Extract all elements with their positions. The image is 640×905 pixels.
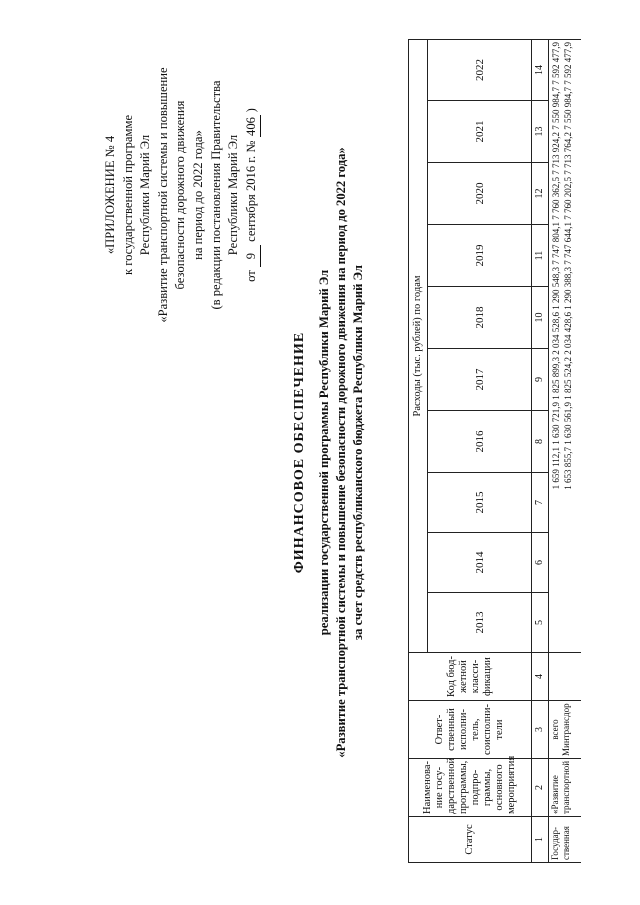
column-number: 2 [532, 759, 549, 817]
row-values [549, 39, 582, 652]
date-suffix: ) [243, 108, 258, 113]
row-budget-code [549, 653, 582, 701]
column-number: 12 [532, 163, 549, 225]
row-values-total: 1 659 112,1 1 630 721,9 1 825 899,3 2 034 528,6 1 290 548,3 7 747 804,1 7 760 362,5 7 713 924,2 7 550 984,7 7 592 477,9 [551, 41, 561, 490]
appendix-block [102, 45, 261, 345]
appendix-title: «ПРИЛОЖЕНИЕ № 4 [103, 135, 117, 255]
row-name-line: транспортной [561, 760, 571, 814]
row-status [549, 817, 582, 863]
heading-line-2: «Развитие транспортной системы и повышение безопасности дорожного движения на период до 2022 года» [334, 147, 348, 758]
appendix-line-3: «Развитие транспортной системы и повышение [155, 67, 170, 323]
header-year: 2020 [428, 163, 532, 225]
financing-table [408, 39, 581, 863]
appendix-line-7: Республики Марий Эл [226, 134, 241, 256]
header-year: 2014 [428, 533, 532, 593]
column-number: 9 [532, 349, 549, 411]
row-status-line: ственная [561, 826, 571, 860]
row-executor-total: всего [550, 719, 560, 740]
column-number: 5 [532, 593, 549, 653]
header-year: 2015 [428, 473, 532, 533]
column-number: 1 [532, 817, 549, 863]
appendix-line-1: к государственной программе [120, 114, 135, 276]
header-budget-code: Код бюд-жетной класси-фикации [409, 653, 532, 701]
header-executor: Ответ-ственный исполни-тель, соисполни-тели [409, 701, 532, 759]
row-name-line: «Развитие [550, 775, 560, 814]
appendix-line-2: Республики Марий Эл [138, 134, 153, 256]
row-executor-name: Минтрансдор [561, 703, 571, 756]
header-year: 2018 [428, 287, 532, 349]
row-values-executor: 1 653 855,7 1 630 561,9 1 825 524,2 2 034 428,6 1 290 388,3 7 747 644,1 7 760 202,5 7 713 764,2 7 550 984,7 7 592 477,9 [563, 41, 573, 490]
column-number-row [532, 39, 549, 862]
appendix-line-5: на период до 2022 года» [190, 130, 205, 260]
header-expenses-by-year: Расходы (тыс. рублей) по годам [409, 39, 428, 652]
header-year: 2013 [428, 593, 532, 653]
column-number: 7 [532, 473, 549, 533]
date-month-year: сентября 2016 г. № [243, 140, 258, 242]
heading-line-1: реализации государственной программы Республики Марий Эл [317, 269, 331, 636]
header-year: 2016 [428, 411, 532, 473]
date-number: 406 [243, 116, 262, 138]
header-program-name: Наименова-ние госу-дарственной программы, подпро-граммы, основного мероприятия [409, 759, 532, 817]
column-number: 4 [532, 653, 549, 701]
appendix-date-line [243, 45, 262, 345]
column-number: 13 [532, 101, 549, 163]
row-executor [549, 701, 582, 759]
row-status-line: Государ- [550, 826, 560, 860]
header-year: 2022 [428, 39, 532, 100]
column-number: 11 [532, 225, 549, 287]
column-number: 6 [532, 533, 549, 593]
column-number: 8 [532, 411, 549, 473]
date-day: 9 [243, 245, 262, 267]
header-year: 2019 [428, 225, 532, 287]
header-status: Статус [409, 817, 532, 863]
heading-line-3: за счет средств республиканского бюджета Республики Марий Эл [351, 265, 365, 640]
document-heading [292, 40, 367, 865]
table-row [549, 39, 582, 862]
heading-title: ФИНАНСОВОЕ ОБЕСПЕЧЕНИЕ [292, 331, 307, 574]
header-year: 2017 [428, 349, 532, 411]
header-year: 2021 [428, 101, 532, 163]
appendix-line-4: безопасности дорожного движения [173, 100, 188, 290]
appendix-line-6: (в редакции постановления Правительства [208, 80, 223, 310]
column-number: 10 [532, 287, 549, 349]
column-number: 3 [532, 701, 549, 759]
row-program-name [549, 759, 582, 817]
date-prefix: от [243, 270, 258, 282]
column-number: 14 [532, 39, 549, 100]
